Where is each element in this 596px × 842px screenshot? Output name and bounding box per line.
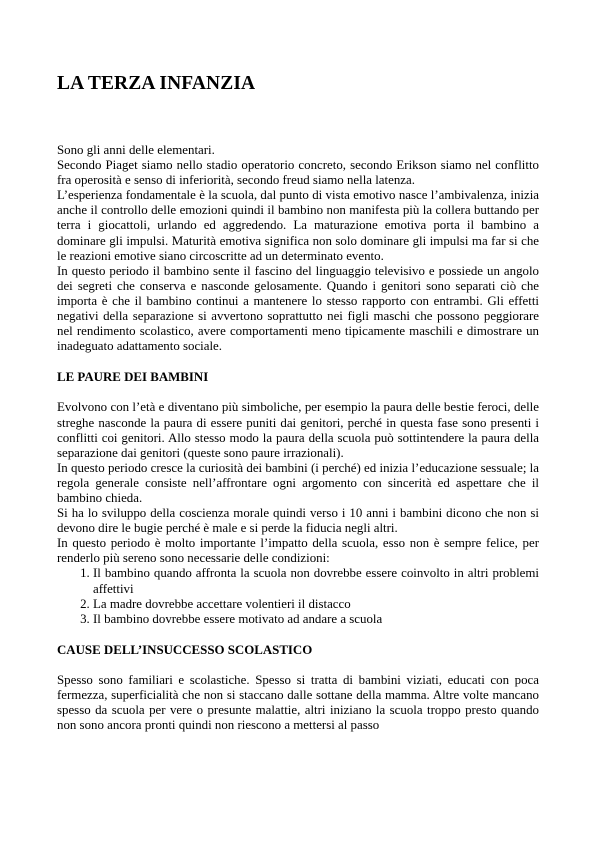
section-heading-insuccesso: CAUSE DELL’INSUCCESSO SCOLASTICO [57, 642, 313, 657]
intro-paragraph: In questo periodo il bambino sente il fascino del linguaggio televisivo e possiede un angolo dei segreti che conserva e nasconde gelosamente. Quando i genitori sono separati ciò che importa è che il bambino continui a mantenere lo stesso rapporto con entrambi. Gli effetti negativi della separazione si avvertono soprattutto nei figli maschi che possono peggiorare nel rendimento scolastico, avere comportamenti meno tipicamente maschili e dimostrare un inadeguato adattamento sociale. [57, 263, 539, 354]
intro-paragraph: Sono gli anni delle elementari. [57, 143, 215, 157]
paure-paragraph: Si ha lo sviluppo della coscienza morale quindi verso i 10 anni i bambini dicono che non si devono dire le bugie perché è male e si perde la fiducia negli altri. [57, 506, 539, 536]
section-heading-paure: LE PAURE DEI BAMBINI [57, 370, 209, 385]
paure-paragraph: Evolvono con l’età e diventano più simboliche, per esempio la paura delle bestie feroci, delle streghe nasconde la paura di essere puniti dai genitori, perché in questa fase sono presenti i conflitti coi genitori. Allo stesso modo la paura della scuola può sottintendere la paura della separazione dai genitori (queste sono paure irrazionali). [57, 400, 539, 460]
condition-item: 3. Il bambino dovrebbe essere motivato ad andare a scuola [93, 612, 539, 627]
conditions-list [57, 566, 539, 626]
paure-paragraph: In questo periodo è molto importante l’impatto della scuola, esso non è sempre felice, per renderlo più sereno sono necessarie delle condizioni: [57, 536, 539, 566]
intro-paragraph: L’esperienza fondamentale è la scuola, dal punto di vista emotivo nasce l’ambivalenza, inizia anche il controllo delle emozioni quindi il bambino non manifesta più la collera buttando per terra i giocattoli, urlando ed aggredendo. La maturazione emotiva porta il bambino a dominare gli impulsi. Maturità emotiva significa non solo dominare gli impulsi ma far si che le reazioni emotive siano circoscritte ad un determinato evento. [57, 188, 539, 263]
insuccesso-paragraph: Spesso sono familiari e scolastiche. Spesso si tratta di bambini viziati, educati con poca fermezza, superficialità che non si staccano dalle sottane della mamma. Altre volte mancano spesso da scuola per vere o presunte malattie, altri iniziano la scuola troppo presto quando non sono ancora pronti quindi non riescono a mettersi al passo [57, 672, 539, 733]
document-body [57, 143, 539, 733]
paure-paragraph: In questo periodo cresce la curiosità dei bambini (i perché) ed inizia l’educazione sessuale; la regola generale consiste nell’affrontare ogni argomento con sincerità ed aspettare che il bambino chieda. [57, 460, 539, 505]
page-title: LA TERZA INFANZIA [57, 73, 256, 94]
intro-paragraph: Secondo Piaget siamo nello stadio operatorio concreto, secondo Erikson siamo nel conflitto fra operosità e senso di inferiorità, secondo freud siamo nella latenza. [57, 158, 539, 188]
condition-item: 2. La madre dovrebbe accettare volentieri il distacco [93, 597, 539, 612]
condition-item: 1. Il bambino quando affronta la scuola non dovrebbe essere coinvolto in altri problemi affettivi [93, 566, 539, 596]
